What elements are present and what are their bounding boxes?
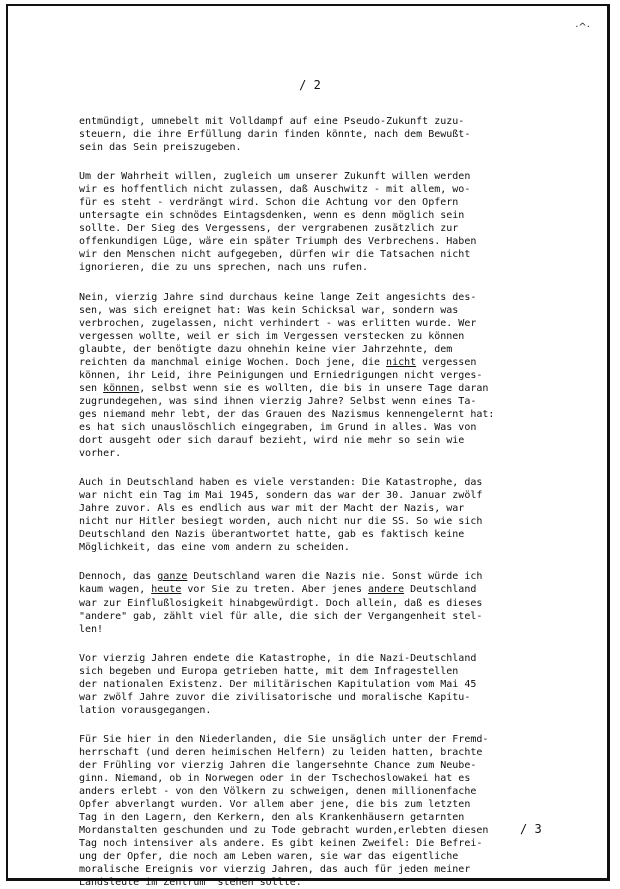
text-line: reichten da manchmal einige Wochen. Doch jene, die nicht vergessen xyxy=(79,356,477,368)
text-line: moralische Ereignis vor vierzig Jahren, das auch für jeden meiner xyxy=(79,864,471,876)
text-line: war nicht ein Tag im Mai 1945, sondern das war der 30. Januar zwölf xyxy=(79,490,483,502)
text-line: nicht nur Hitler besiegt worden, auch nicht nur die SS. So wie sich xyxy=(79,516,483,528)
text-line: zugrundegehen, was sind ihnen vierzig Jahre? Selbst wenn eines Ta- xyxy=(79,395,477,407)
paragraph xyxy=(79,570,584,635)
text-line: Nein, vierzig Jahre sind durchaus keine lange Zeit angesichts des- xyxy=(79,291,477,303)
text-line: anders erlebt - von den Völkern zu schweigen, denen millionenfache xyxy=(79,786,477,798)
text-line: es hat sich unauslöschlich eingegraben, im Grund in alles. Was von xyxy=(79,421,477,433)
text-line: der nationalen Existenz. Der militärischen Kapitulation vom Mai 45 xyxy=(79,678,477,690)
next-page-marker: / 3 xyxy=(520,822,542,836)
text-line: Für Sie hier in den Niederlanden, die Sie unsäglich unter der Fremd- xyxy=(79,733,489,745)
text-line: Um der Wahrheit willen, zugleich um unserer Zukunft willen werden xyxy=(79,171,471,183)
text-line: vorher. xyxy=(79,448,122,460)
text-line: lation vorausgegangen. xyxy=(79,704,212,716)
text-line: glaubte, der benötigte dazu ohnehin keine vier Jahrzehnte, dem xyxy=(79,343,453,355)
text-line: Jahre zuvor. Als es endlich aus war mit der Macht der Nazis, war xyxy=(79,503,465,515)
text-line: Vor vierzig Jahren endete die Katastrophe, in die Nazi-Deutschland xyxy=(79,652,477,664)
text-line: entmündigt, umnebelt mit Volldampf auf eine Pseudo-Zukunft zuzu- xyxy=(79,116,465,127)
text-line: Deutschland den Nazis überantwortet hatte, gab es faktisch keine xyxy=(79,529,465,541)
text-line: steuern, die ihre Erfüllung darin finden könnte, nach dem Bewußt- xyxy=(79,129,471,141)
text-line: sich begeben und Europa getrieben hatte, mit dem Infragestellen xyxy=(79,665,459,677)
text-line: dort ausgeht oder sich darauf bezieht, wird nie mehr so sein wie xyxy=(79,435,465,447)
text-line: len! xyxy=(79,623,104,635)
scan-mark: ·^· xyxy=(575,22,590,33)
text-line: herrschaft (und deren heimischen Helfern) zu leiden hatten, brachte xyxy=(79,746,483,758)
text-line: war zur Einflußlosigkeit hinabgewürdigt. Doch allein, daß es dieses xyxy=(79,597,483,609)
text-line: Tag in den Lagern, den Kerkern, den als Krankenhäusern getarnten xyxy=(79,812,465,824)
text-line: sein das Sein preiszugeben. xyxy=(79,142,242,154)
text-line: sen können, selbst wenn sie es wollten, die bis in unsere Tage daran xyxy=(79,382,489,394)
text-line: der Frühling vor vierzig Jahren die langersehnte Chance zum Neube- xyxy=(79,759,477,771)
text-line: verbrochen, zugelassen, nicht verhindert - was erlitten wurde. Wer xyxy=(79,317,477,329)
paragraph xyxy=(79,652,584,717)
text-line: ginn. Niemand, ob in Norwegen oder in der Tschechoslowakei hat es xyxy=(79,773,471,785)
text-line: für es steht - verdrängt wird. Schon die Achtung vor den Opfern xyxy=(79,197,459,209)
document-body xyxy=(79,115,584,889)
paragraph xyxy=(79,476,584,554)
text-line: wir den Menschen nicht aufgegeben, dürfen wir die Tatsachen nicht xyxy=(79,249,471,261)
page-number: / 2 xyxy=(299,78,321,92)
paragraph xyxy=(79,291,584,461)
text-line: kaum wagen, heute vor Sie zu treten. Aber jenes andere Deutschland xyxy=(79,584,477,596)
text-line: ung der Opfer, die noch am Leben waren, sie war das eigentliche xyxy=(79,851,459,863)
text-line: Landsleute im Zentrum stehen sollte. xyxy=(79,877,302,889)
paragraph xyxy=(79,170,584,274)
text-line: sollte. Der Sieg des Vergessens, der vergrabenen zusätzlich zur xyxy=(79,223,459,235)
text-line: Mordanstalten geschunden und zu Tode gebracht wurden,erlebten diesen xyxy=(79,825,489,837)
text-line: vergessen wollte, weil er sich im Vergessen verstecken zu können xyxy=(79,330,465,342)
paragraph xyxy=(79,115,584,154)
text-line: können, ihr Leid, ihre Peinigungen und Erniedrigungen nicht verges- xyxy=(79,369,483,381)
text-line: Auch in Deutschland haben es viele verstanden: Die Katastrophe, das xyxy=(79,477,483,489)
text-line: ges niemand mehr lebt, der das Grauen des Nazismus kennengelernt hat: xyxy=(79,408,495,420)
text-line: Opfer abverlangt wurden. Vor allem aber jene, die bis zum letzten xyxy=(79,799,471,811)
text-line: ignorieren, die zu uns sprechen, nach uns rufen. xyxy=(79,262,368,274)
text-line: Möglichkeit, das eine vom andern zu scheiden. xyxy=(79,542,350,554)
text-line: Tag noch intensiver als andere. Es gibt keinen Zweifel: Die Befrei- xyxy=(79,838,483,850)
paragraph xyxy=(79,733,584,889)
text-line: wir es hoffentlich nicht zulassen, daß Auschwitz - mit allem, wo- xyxy=(79,184,471,196)
text-line: offenkundigen Lüge, wäre ein später Triumph des Verbrechens. Haben xyxy=(79,236,477,248)
text-line: untersagte ein schnödes Eintagsdenken, wenn es denn möglich sein xyxy=(79,210,465,222)
text-line: "andere" gab, zählt viel für alle, die sich der Vergangenheit stel- xyxy=(79,610,483,622)
text-line: war zwölf Jahre zuvor die zivilisatorische und moralische Kapitu- xyxy=(79,691,471,703)
text-line: sen, was sich ereignet hat: Was kein Schicksal war, sondern was xyxy=(79,304,459,316)
text-line: Dennoch, das ganze Deutschland waren die Nazis nie. Sonst würde ich xyxy=(79,571,483,583)
